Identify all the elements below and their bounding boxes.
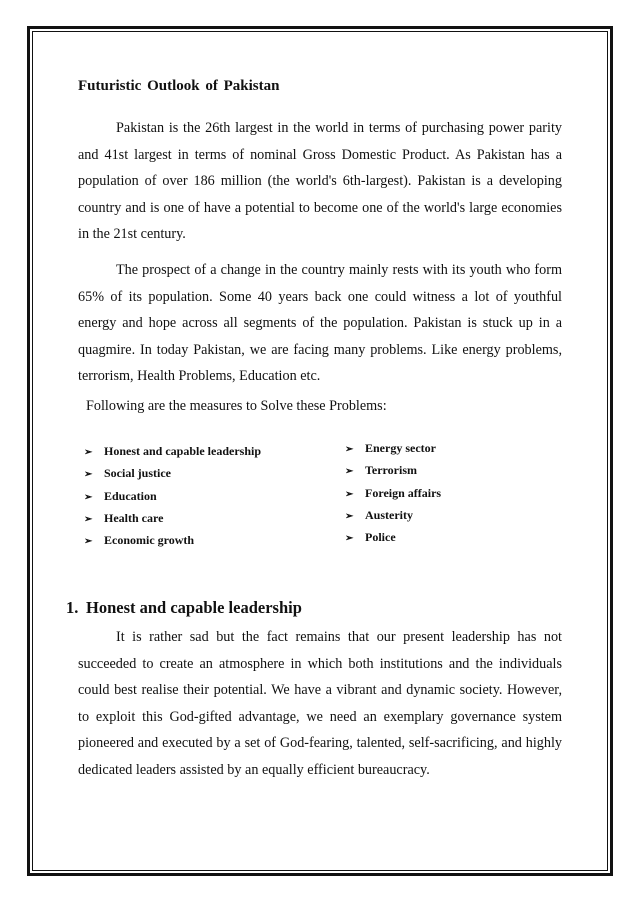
list-item: ➢ Austerity — [345, 504, 441, 526]
arrow-bullet-icon: ➢ — [84, 469, 93, 481]
paragraph-intro-text: Pakistan is the 26th largest in the world in terms of purchasing power parity and 41st largest in terms of nominal Gross Domestic Product. As Pakistan has a population of over 186 million (the world's 6th-largest). Pakistan is a developing country and is one of have a potential to become one of the world's large economies in the 21st century. — [78, 120, 562, 242]
paragraph-intro — [78, 115, 562, 248]
measures-list-right — [345, 437, 441, 548]
section-number: 1. — [66, 598, 79, 617]
arrow-bullet-icon: ➢ — [84, 491, 93, 503]
document-title: Futuristic Outlook of Pakistan — [78, 78, 280, 94]
list-item: ➢ Education — [84, 485, 261, 507]
paragraph-prospect — [78, 257, 562, 390]
measures-intro: Following are the measures to Solve these Problems: — [86, 398, 387, 414]
list-item: ➢ Social justice — [84, 462, 261, 484]
arrow-bullet-icon: ➢ — [345, 444, 354, 455]
list-item: ➢ Terrorism — [345, 459, 441, 481]
arrow-bullet-icon: ➢ — [84, 536, 93, 548]
paragraph-leadership — [78, 624, 562, 783]
list-item: ➢ Honest and capable leadership — [84, 440, 261, 462]
arrow-bullet-icon: ➢ — [345, 533, 354, 545]
measures-list-left — [84, 440, 261, 551]
section-heading-text: Honest and capable leadership — [86, 598, 302, 617]
arrow-bullet-icon: ➢ — [345, 488, 354, 500]
arrow-bullet-icon: ➢ — [84, 447, 93, 458]
list-item: ➢ Police — [345, 526, 441, 548]
section-heading — [66, 598, 302, 618]
paragraph-leadership-text: It is rather sad but the fact remains that our present leadership has not succeeded to create an atmosphere in which both institutions and the individuals could best realise their potential. We have a vibrant and dynamic society. However, to exploit this God-gifted advantage, we need an exemplary governance system pioneered and executed by a set of God-fearing, talented, self-sacrificing, and highly dedicated leaders assisted by an equally efficient bureaucracy. — [78, 629, 562, 778]
paragraph-prospect-text: The prospect of a change in the country mainly rests with its youth who form 65% of its population. Some 40 years back one could witness a lot of youthful energy and hope across all segments of the population. Pakistan is stuck up in a quagmire. In today Pakistan, we are facing many problems. Like energy problems, terrorism, Health Problems, Education etc. — [78, 262, 562, 384]
list-item: ➢ Health care — [84, 507, 261, 529]
arrow-bullet-icon: ➢ — [345, 510, 354, 522]
list-item: ➢ Energy sector — [345, 437, 441, 459]
arrow-bullet-icon: ➢ — [345, 466, 354, 478]
list-item: ➢ Economic growth — [84, 529, 261, 551]
list-item: ➢ Foreign affairs — [345, 482, 441, 504]
arrow-bullet-icon: ➢ — [84, 513, 93, 525]
